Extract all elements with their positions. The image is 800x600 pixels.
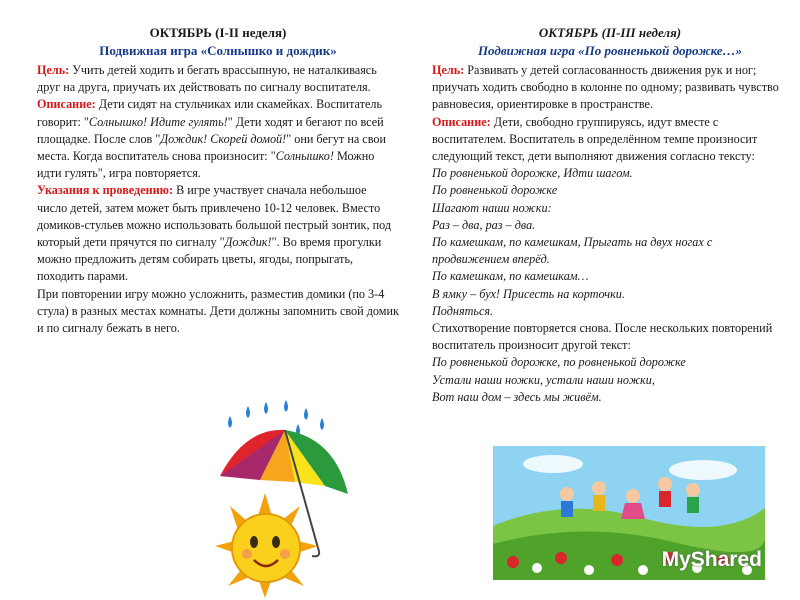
right-title: ОКТЯБРЬ (II-III неделя): [538, 25, 682, 40]
right-description: [432, 114, 788, 166]
sun-icon: [215, 493, 318, 598]
left-desc-3: " они бегут на свои места. Когда воспитатель снова произносит: ": [37, 131, 386, 164]
poem-line: Устали наши ножки, устали наши ножки,: [432, 372, 655, 387]
left-column: [37, 24, 399, 337]
right-desc-text: Дети, свободно группируясь, идут вместе с воспитателем. Воспитатель в определённом темпе произносит следующий текст, дети выполняют движения согласно тексту:: [432, 114, 758, 164]
left-desc-4: Можно идти гулять", игра повторяется.: [37, 149, 375, 181]
left-desc-label: Описание:: [37, 97, 96, 112]
poem-line: Шагают наши ножки:: [432, 200, 552, 215]
repeat-text: Стихотворение повторяется снова. После нескольких повторений воспитатель произносит другой текст:: [432, 321, 773, 353]
left-desc-q3: Солнышко!: [275, 149, 334, 164]
right-subtitle: Подвижная игра «По ровненькой дорожке…»: [477, 43, 743, 58]
poem-first: [432, 165, 788, 320]
left-rules-2: ". Во время прогулки можно предложить детям собирать цветы, ягоды, попрыгать, походить парами.: [37, 235, 382, 284]
left-description: [37, 96, 399, 182]
right-column: [432, 24, 788, 406]
left-desc-2: " Дети ходят и бегают по всей площадке. После слов ": [37, 114, 384, 146]
left-rules-1: В игре участвует сначала небольшое число детей, затем может быть привлечено 10-12 человек. Вместо домиков-стульев можно использовать большой пестрый зонтик, под который дети прячутся по сигналу ": [37, 183, 392, 250]
sun-umbrella-illustration: [200, 398, 380, 598]
left-rules-q: Дождик!: [224, 235, 272, 250]
right-goal-label: Цель:: [432, 63, 465, 77]
poem-line: Подняться.: [432, 303, 494, 318]
right-goal: [432, 62, 788, 114]
poem-second: [432, 354, 788, 406]
left-goal: [37, 62, 399, 96]
left-title: ОКТЯБРЬ (I-II неделя): [149, 25, 287, 40]
left-desc-1: Дети сидят на стульчиках или скамейках. Воспитатель говорит: ": [37, 97, 383, 129]
poem-line: Вот наш дом – здесь мы живём.: [432, 389, 602, 404]
watermark: MyShared: [661, 548, 762, 571]
poem-line: Раз – два, раз – два.: [432, 217, 536, 232]
left-subtitle: Подвижная игра «Солнышко и дождик»: [99, 43, 337, 58]
poem-line: По ровненькой дорожке: [432, 183, 558, 198]
left-desc-q1: Солнышко! Идите гулять!: [88, 114, 228, 129]
right-desc-label: Описание:: [432, 114, 491, 129]
poem-line: По камешкам, по камешкам…: [432, 269, 589, 284]
left-goal-label: Цель:: [37, 63, 70, 77]
left-extra: При повторении игру можно усложнить, разместив домики (по 3-4 стула) в разных местах комнаты. Дети должны запомнить свой домик и по сигналу бежать в него.: [37, 286, 399, 336]
poem-line: В ямку – бух! Присесть на корточки.: [432, 286, 625, 301]
left-rules-label: Указания к проведению:: [37, 183, 174, 198]
left-goal-text: Учить детей ходить и бегать врассыпную, не наталкиваясь друг на друга, приучать их действовать по сигналу воспитателя.: [37, 63, 377, 95]
left-rules: [37, 182, 399, 285]
poem-line: По ровненькой дорожке, по ровненькой дорожке: [432, 355, 686, 370]
left-desc-q2: Дождик! Скорей домой!: [160, 131, 287, 146]
poem-line: По ровненькой дорожке, Идти шагом.: [432, 166, 633, 181]
right-goal-text: Развивать у детей согласованность движения рук и ног; приучать ходить свободно в колонне по одному; развивать чувство равновесия, ориентировке в пространстве.: [432, 63, 779, 112]
poem-line: По камешкам, по камешкам, Прыгать на двух ногах с продвижением вперёд.: [432, 235, 713, 267]
